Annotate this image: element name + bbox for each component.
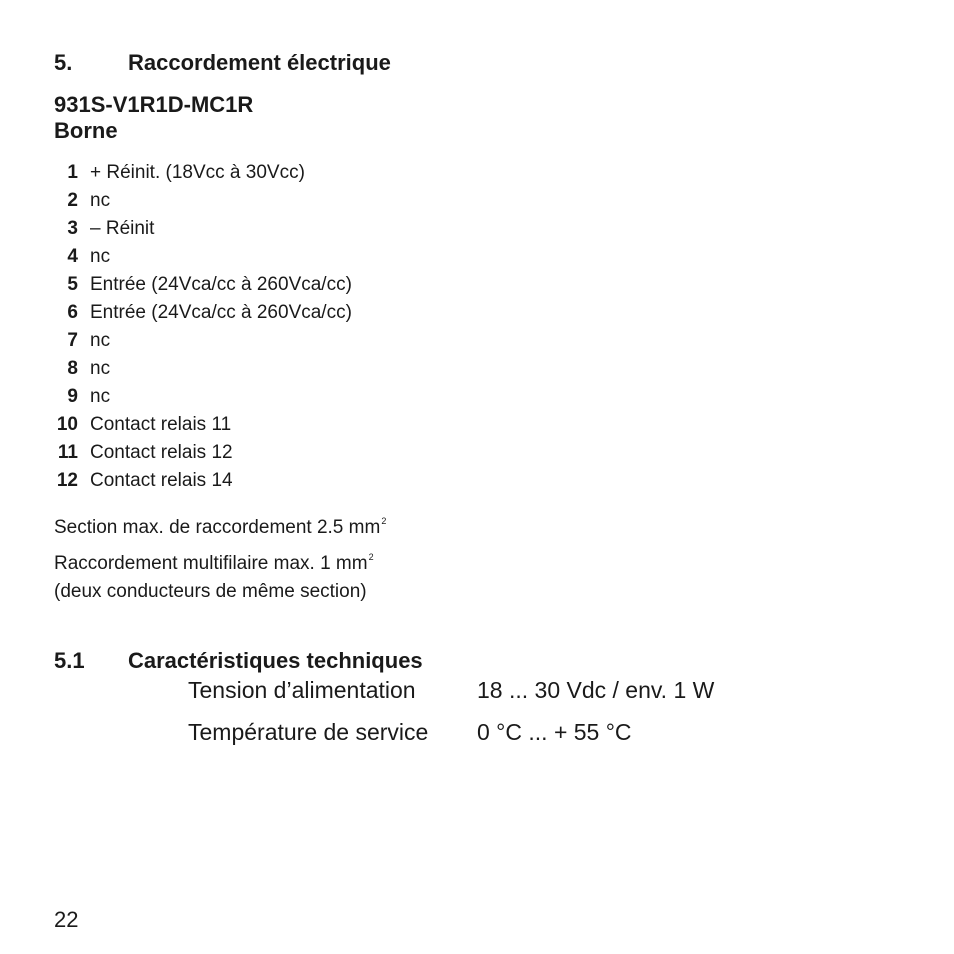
model-code: 931S-V1R1D-MC1R: [54, 92, 254, 117]
terminal-row: [54, 356, 352, 384]
section-title: Raccordement électrique: [128, 50, 391, 75]
spec-row: [188, 674, 714, 716]
wiring-notes: [54, 507, 386, 607]
note-superscript: 2: [368, 551, 374, 562]
terminal-row: [54, 160, 352, 188]
terminal-row: [54, 440, 352, 468]
spec-row: [188, 716, 714, 758]
spec-value: 18 ... 30 Vdc / env. 1 W: [477, 677, 715, 703]
terminal-row: [54, 216, 352, 244]
terminal-heading: Borne: [54, 118, 118, 143]
terminal-description: Contact relais 12: [90, 442, 233, 463]
terminal-description: Contact relais 11: [90, 414, 232, 435]
terminal-description: Entrée (24Vca/cc à 260Vca/cc): [90, 302, 352, 323]
terminal-number: 8: [67, 358, 78, 379]
terminal-description: Entrée (24Vca/cc à 260Vca/cc): [90, 274, 352, 295]
note-text: (deux conducteurs de même section): [54, 581, 367, 602]
spec-value: 0 °C ... + 55 °C: [477, 719, 632, 745]
terminal-number: 6: [67, 302, 78, 323]
terminal-row: [54, 244, 352, 272]
subsection-title: Caractéristiques techniques: [128, 648, 423, 673]
terminal-number: 1: [67, 162, 78, 183]
terminal-row: [54, 328, 352, 356]
note-superscript: 2: [381, 516, 387, 526]
note-line: [54, 507, 386, 543]
terminal-row: [54, 412, 352, 440]
terminal-row: [54, 384, 352, 412]
spec-label: Température de service: [188, 719, 429, 745]
terminal-description: Contact relais 14: [90, 470, 233, 491]
terminal-number: 7: [67, 330, 78, 351]
terminal-row: [54, 468, 352, 496]
terminal-number: 5: [67, 274, 78, 295]
terminal-description: nc: [90, 330, 111, 351]
note-line: [54, 578, 386, 607]
terminal-row: [54, 272, 352, 300]
terminal-number: 3: [67, 218, 78, 239]
terminal-description: nc: [90, 386, 111, 407]
terminal-row: [54, 300, 352, 328]
terminal-number: 4: [67, 246, 78, 267]
terminal-description: nc: [90, 358, 111, 379]
spec-table: [188, 674, 714, 758]
terminal-number: 10: [56, 414, 78, 435]
terminal-number: 9: [67, 386, 78, 407]
terminal-number: 2: [67, 190, 78, 211]
terminal-row: [54, 188, 352, 216]
terminal-description: nc: [90, 190, 111, 211]
note-text: Section max. de raccordement 2.5 mm: [54, 517, 381, 538]
subsection-number: 5.1: [54, 648, 85, 673]
terminal-number: 11: [57, 442, 78, 463]
terminal-list: [54, 160, 352, 496]
page-number: 22: [54, 907, 79, 932]
spec-label: Tension d’alimentation: [188, 677, 416, 703]
note-line: [54, 543, 386, 579]
note-text: Raccordement multifilaire max. 1 mm: [54, 552, 368, 574]
terminal-number: 12: [56, 470, 78, 491]
terminal-description: – Réinit: [90, 218, 155, 239]
section-number: 5.: [54, 50, 73, 75]
terminal-description: nc: [90, 246, 111, 267]
terminal-description: + Réinit. (18Vcc à 30Vcc): [90, 162, 305, 183]
